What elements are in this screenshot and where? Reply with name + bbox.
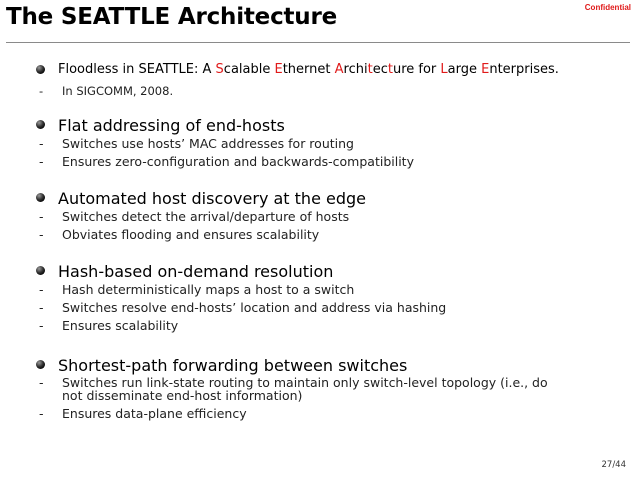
bullet-icon [36, 193, 45, 202]
bullet-label: Hash-based on-demand resolution [58, 262, 334, 281]
confidential-label: Confidential [584, 3, 631, 12]
dash-icon: - [39, 136, 44, 151]
bullet-item-host-discovery [34, 189, 624, 208]
bullet-label: Floodless in SEATTLE: A Scalable Ethernet Architecture for Large Enterprises. [58, 62, 559, 77]
dash-icon: - [39, 406, 44, 421]
bullet-list [34, 60, 624, 421]
bullet-icon [36, 360, 45, 369]
bullet-item-shortest-path [34, 356, 624, 375]
bullet-item-flat-addressing [34, 116, 624, 135]
bullet-icon [36, 65, 45, 74]
sub-item: - Switches run link-state routing to maintain only switch-level topology (i.e., do not disseminate end-host information) [39, 375, 548, 403]
sub-item: - Switches detect the arrival/departure of hosts [39, 209, 350, 224]
dash-icon: - [39, 84, 44, 98]
sub-item: - Obviates flooding and ensures scalability [39, 227, 320, 242]
dash-icon: - [39, 154, 44, 169]
bullet-icon [36, 120, 45, 129]
dash-icon: - [39, 300, 44, 315]
dash-icon: - [39, 318, 44, 333]
sub-item: - Ensures zero-configuration and backwards-compatibility [39, 154, 414, 169]
sub-item: - Ensures data-plane efficiency [39, 406, 247, 421]
page-title: The SEATTLE Architecture [6, 4, 338, 30]
sub-item: - Switches resolve end-hosts’ location and address via hashing [39, 300, 447, 315]
dash-icon: - [39, 209, 44, 224]
bullet-label: Shortest-path forwarding between switches [58, 356, 408, 375]
sub-item: - In SIGCOMM, 2008. [39, 84, 174, 98]
dash-icon: - [39, 282, 44, 297]
sub-item: - Hash deterministically maps a host to a switch [39, 282, 355, 297]
bullet-item-seattle-paper [34, 60, 624, 79]
dash-icon: - [39, 227, 44, 242]
bullet-label: Flat addressing of end-hosts [58, 116, 285, 135]
title-divider [6, 42, 630, 43]
page-number: 27/44 [601, 460, 626, 470]
sub-item: - Switches use hosts’ MAC addresses for routing [39, 136, 354, 151]
dash-icon: - [39, 375, 44, 390]
bullet-label: Automated host discovery at the edge [58, 189, 366, 208]
bullet-item-hash-resolution [34, 262, 624, 281]
sub-item: - Ensures scalability [39, 318, 179, 333]
bullet-icon [36, 266, 45, 275]
